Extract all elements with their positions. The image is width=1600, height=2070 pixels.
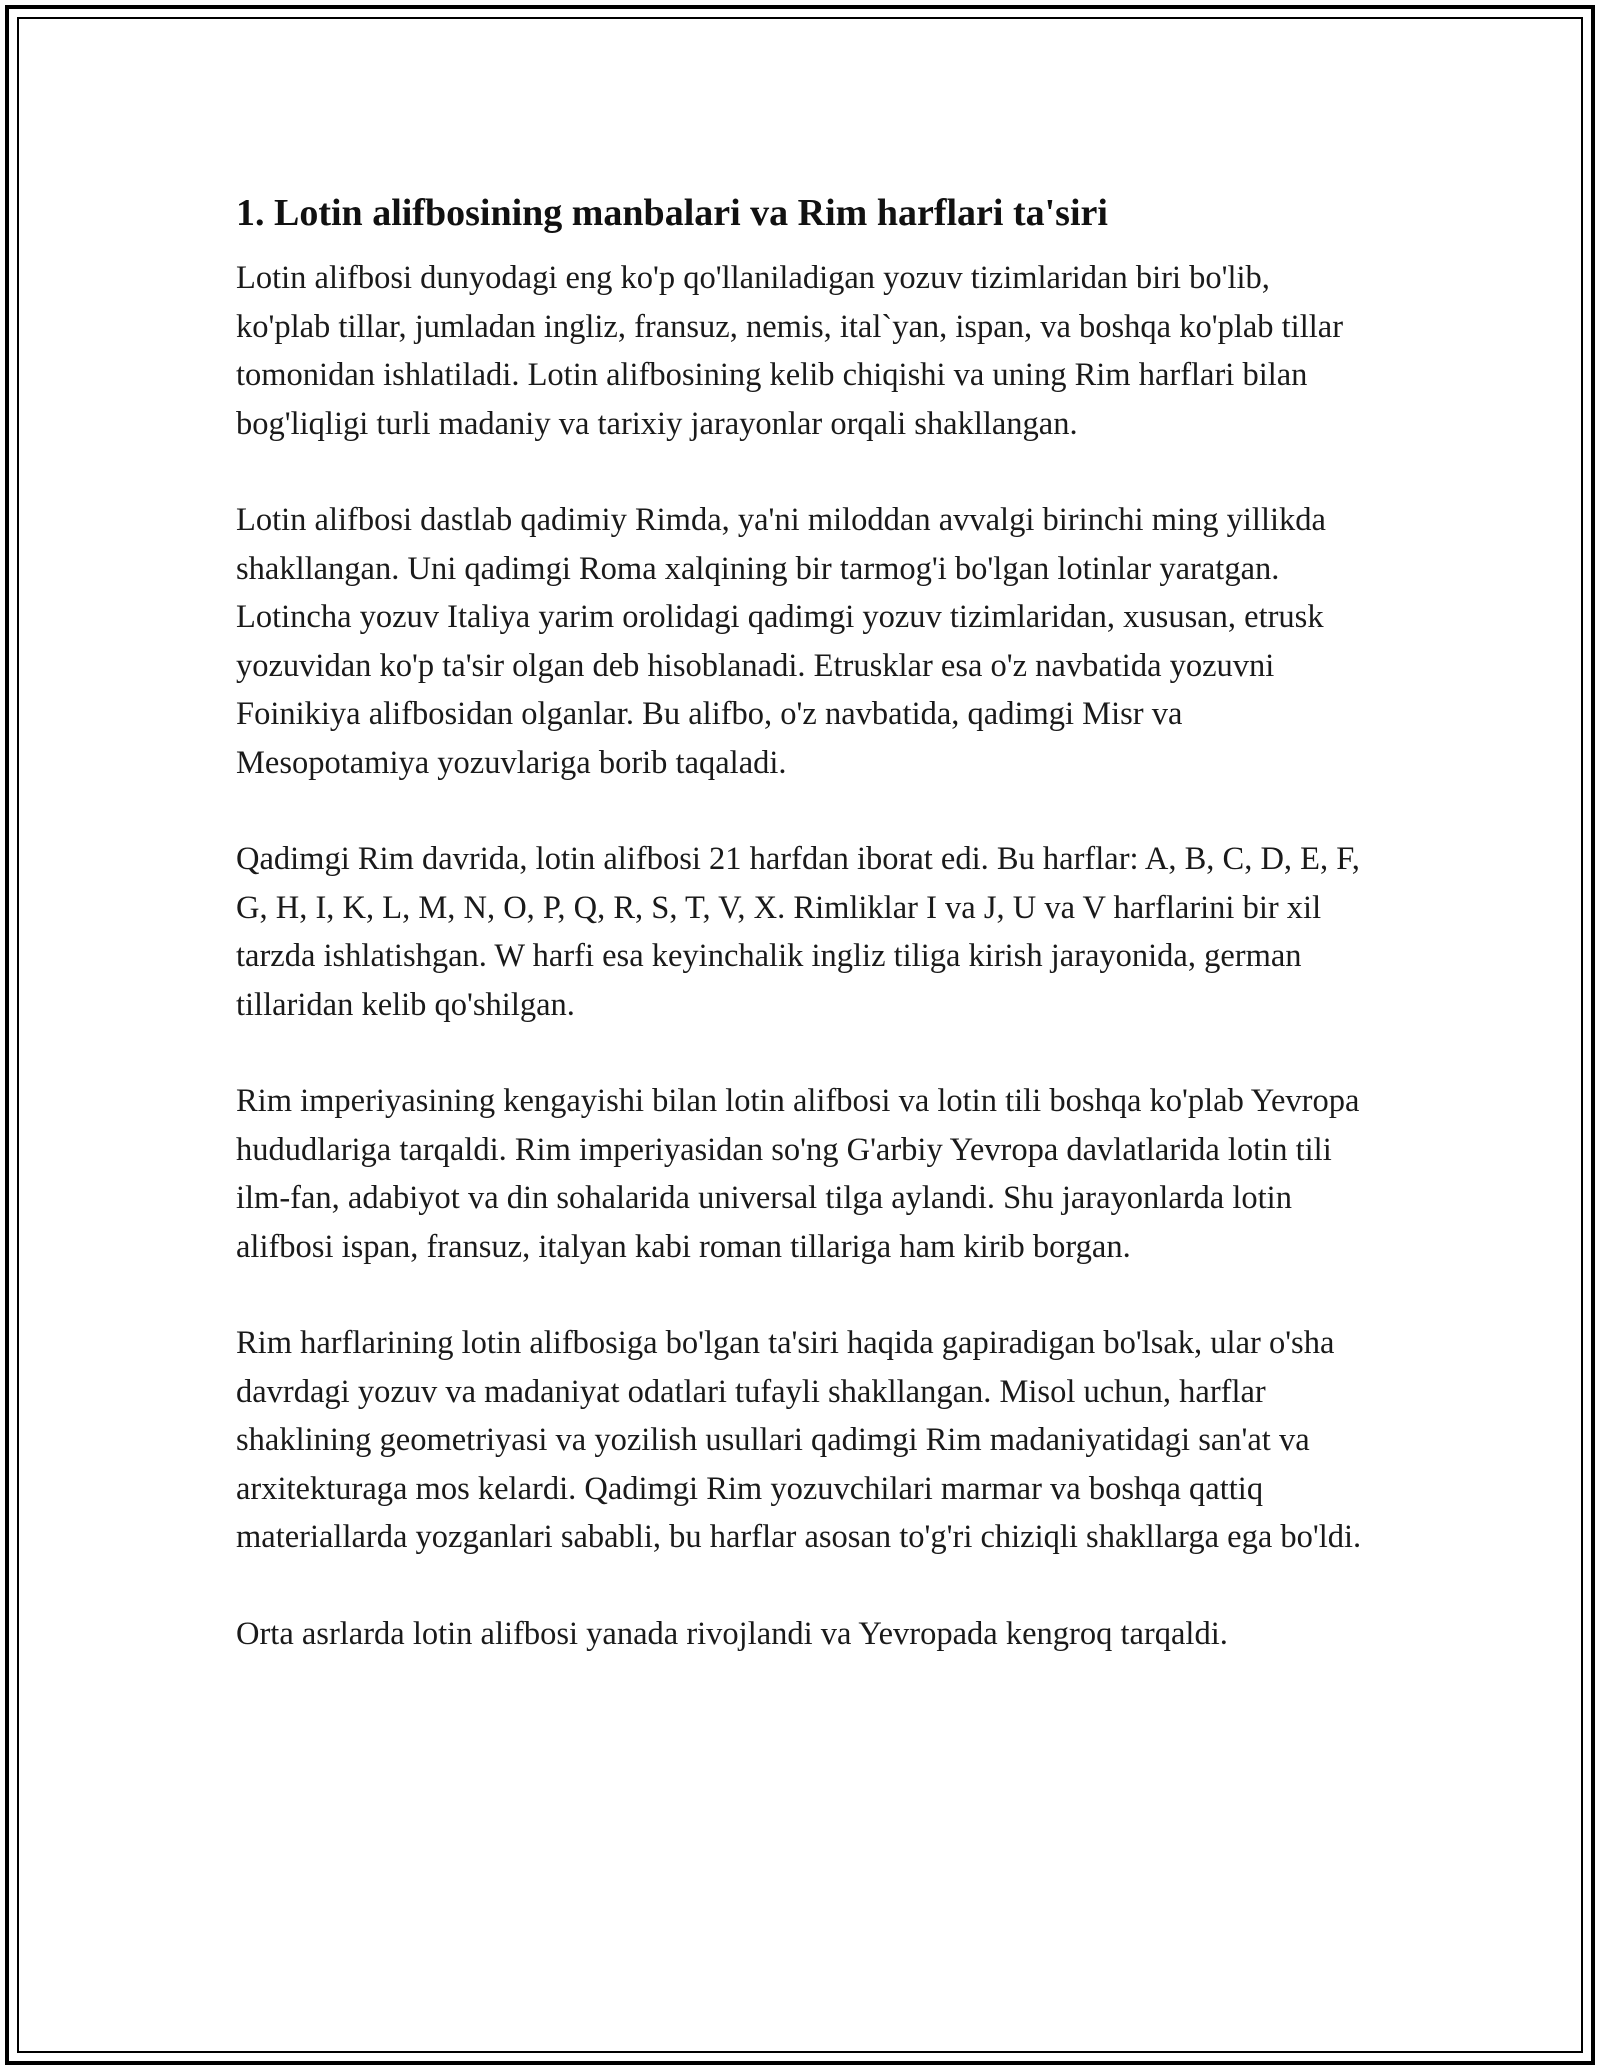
paragraph-2: Lotin alifbosi dastlab qadimiy Rimda, ya'ni miloddan avvalgi birinchi ming yillikda shakllangan. Uni qadimgi Roma xalqining bir tarmog'i bo'lgan lotinlar yaratgan. Lotincha yozuv Italiya yarim orolidagi qadimgi yozuv tizimlaridan, xususan, etrusk yozuvidan ko'p ta'sir olgan deb hisoblanadi. Etrusklar esa o'z navbatida yozuvni Foinikiya alifbosidan olganlar. Bu alifbo, o'z navbatida, qadimgi Misr va Mesopotamiya yozuvlariga borib taqaladi. [236, 502, 1326, 781]
paragraph-4: Rim imperiyasining kengayishi bilan lotin alifbosi va lotin tili boshqa ko'plab Yevropa hududlariga tarqaldi. Rim imperiyasidan so'ng G'arbiy Yevropa davlatlarida lotin tili ilm-fan, adabiyot va din sohalarida universal tilga aylandi. Shu jarayonlarda lotin alifbosi ispan, fransuz, italyan kabi roman tillariga ham kirib borgan. [236, 1083, 1360, 1265]
paragraph-3: Qadimgi Rim davrida, lotin alifbosi 21 harfdan iborat edi. Bu harflar: A, B, C, D, E, F, G, H, I, K, L, M, N, O, P, Q, R, S, T, V, X. Rimliklar I va J, U va V harflarini bir xil tarzda ishlatishgan. W harfi esa keyinchalik ingliz tiliga kirish jarayonida, german tillaridan kelib qo'shilgan. [236, 841, 1360, 1023]
document-title: 1. Lotin alifbosining manbalari va Rim harflari ta'siri [236, 192, 1108, 234]
paragraph-6: Orta asrlarda lotin alifbosi yanada rivojlandi va Yevropada kengroq tarqaldi. [236, 1615, 1228, 1652]
paragraph-1: Lotin alifbosi dunyodagi eng ko'p qo'llaniladigan yozuv tizimlaridan biri bo'lib, ko'plab tillar, jumladan ingliz, fransuz, nemis, ital`yan, ispan, va boshqa ko'plab tillar tomonidan ishlatiladi. Lotin alifbosining kelib chiqishi va uning Rim harflari bilan bog'liqligi turli madaniy va tarixiy jarayonlar orqali shakllangan. [236, 260, 1344, 442]
document-body [236, 186, 1366, 1706]
paragraph-5: Rim harflarining lotin alifbosiga bo'lgan ta'siri haqida gapiradigan bo'lsak, ular o'sha davrdagi yozuv va madaniyat odatlari tufayli shakllangan. Misol uchun, harflar shaklining geometriyasi va yozilish usullari qadimgi Rim madaniyatidagi san'at va arxitekturaga mos kelardi. Qadimgi Rim yozuvchilari marmar va boshqa qattiq materiallarda yozganlari sababli, bu harflar asosan to'g'ri chiziqli shakllarga ega bo'ldi. [236, 1325, 1362, 1555]
